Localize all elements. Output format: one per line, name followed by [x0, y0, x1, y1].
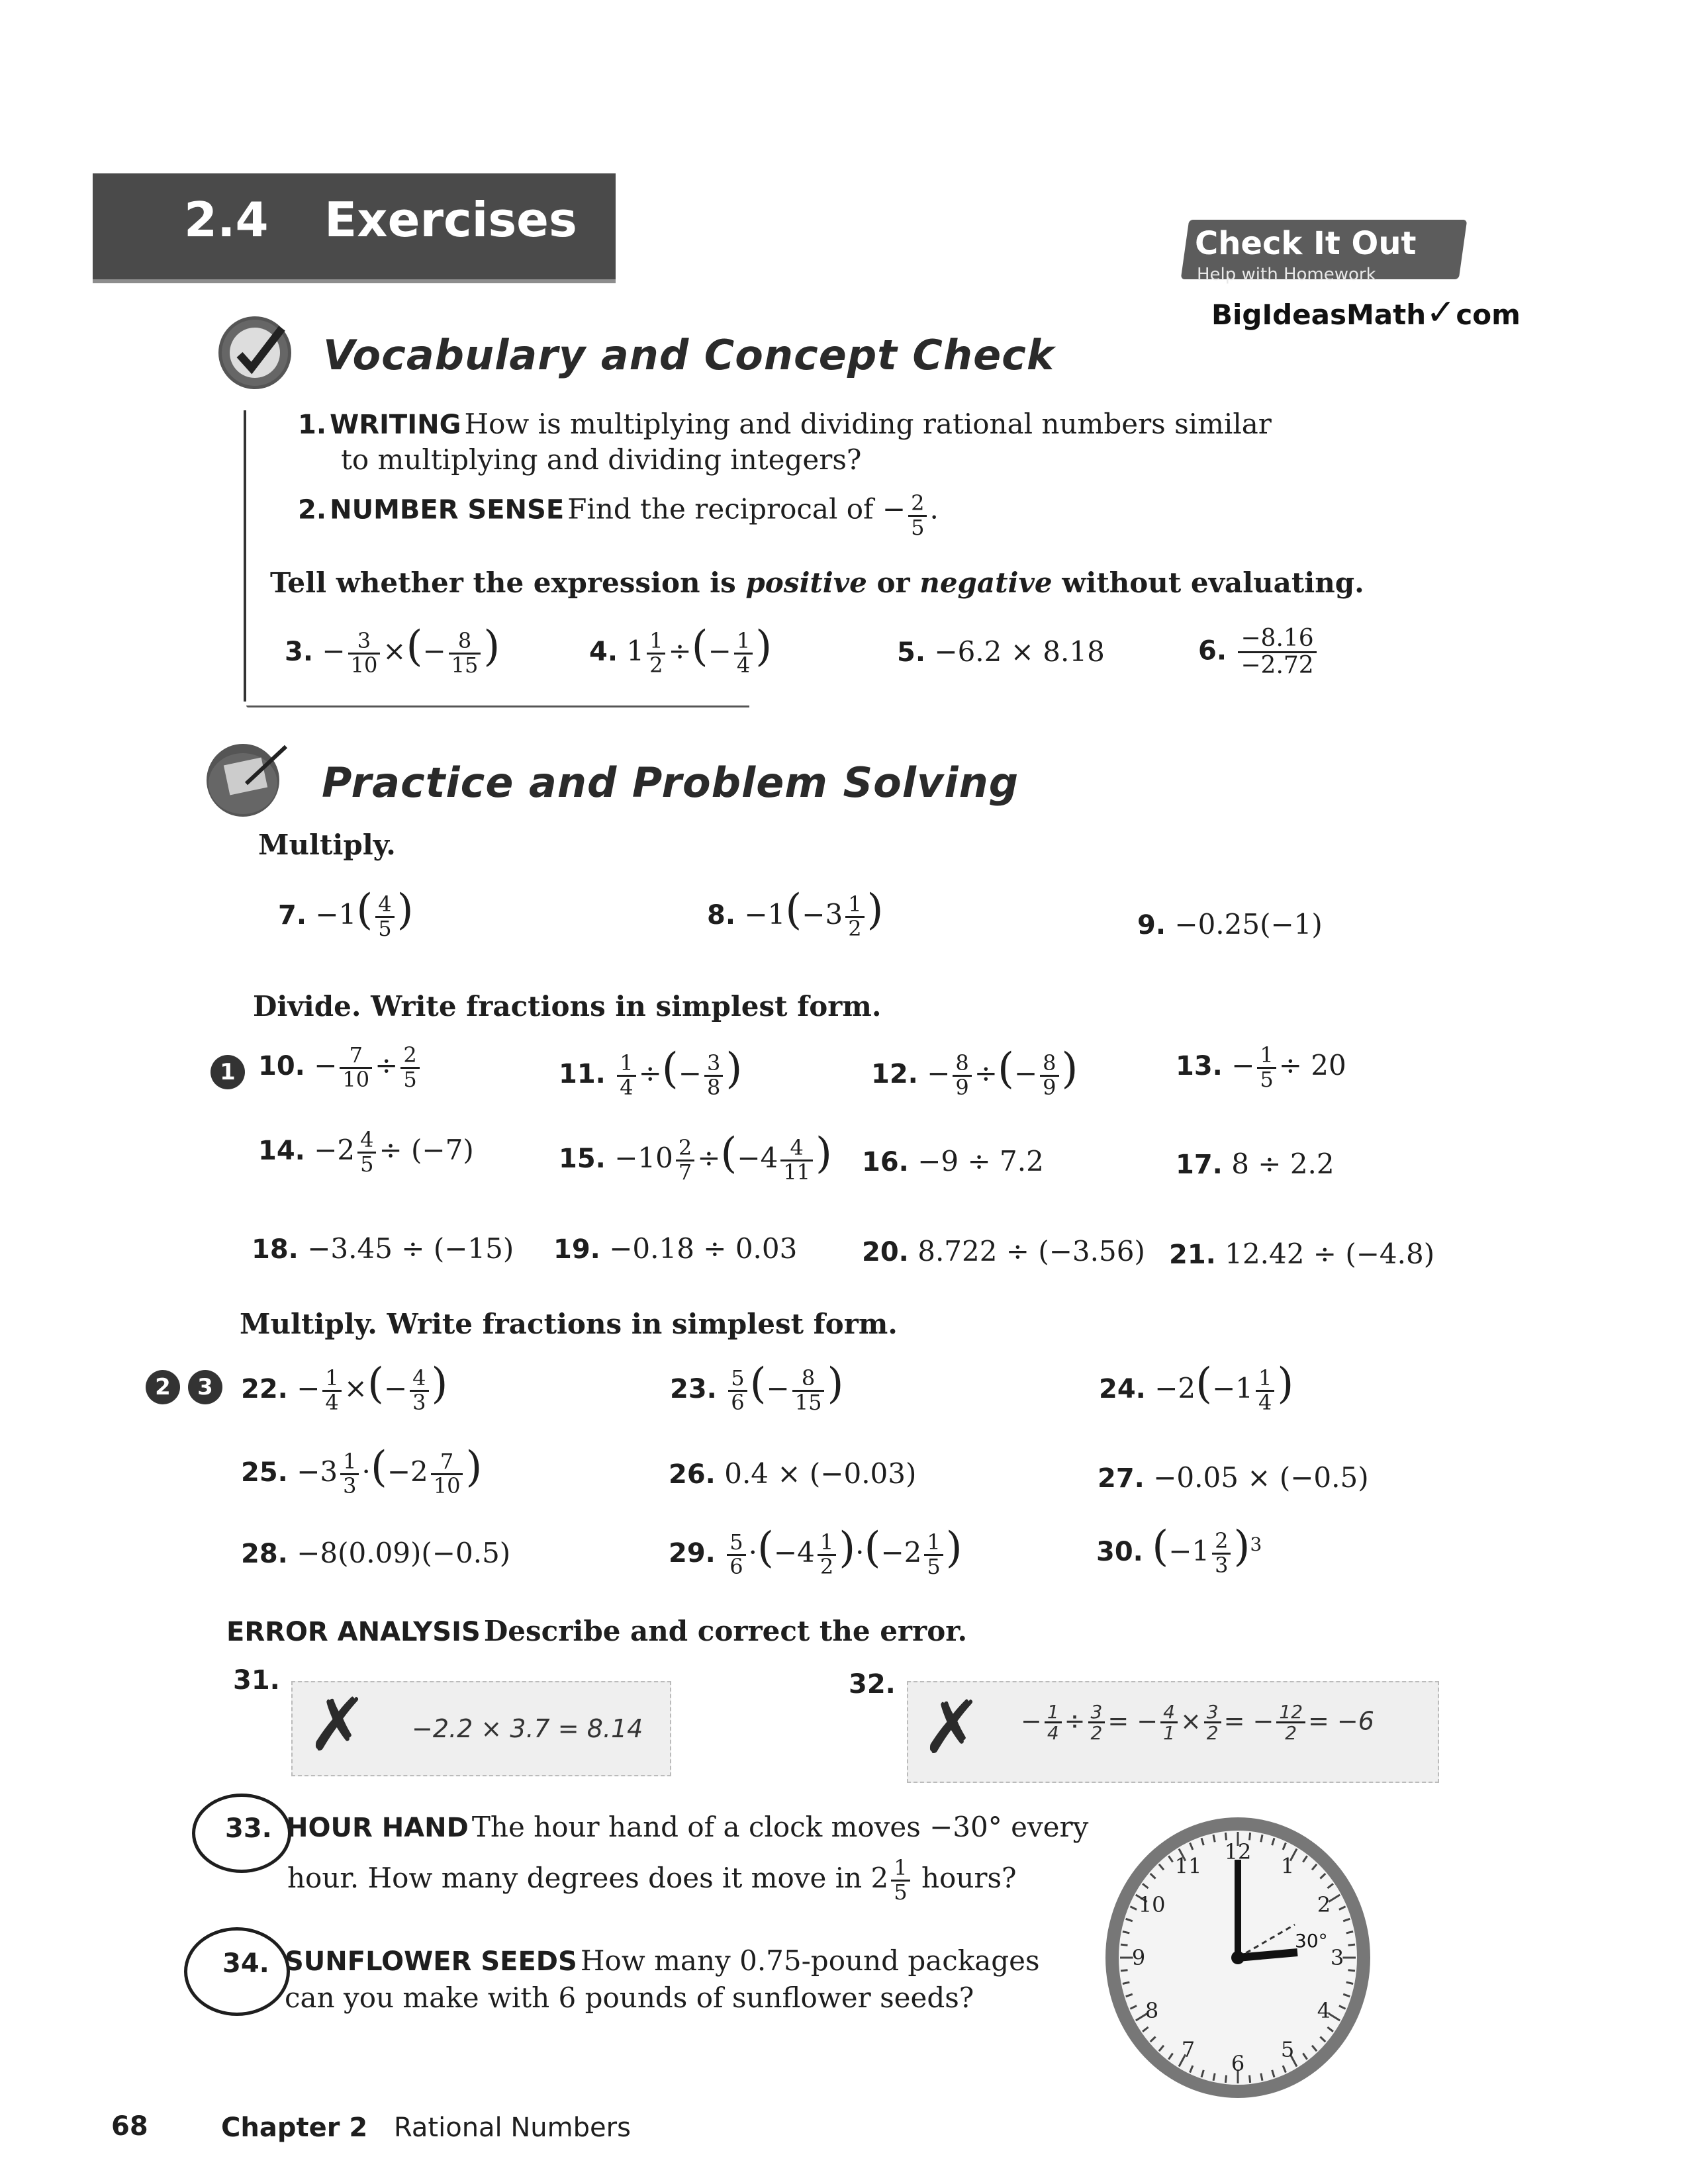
clock-number: 4 — [1317, 1998, 1331, 2023]
clock-number: 8 — [1145, 1998, 1159, 2023]
vocab-title: Vocabulary and Concept Check — [323, 331, 1055, 379]
clock-tick — [1121, 1944, 1128, 1945]
question-28: 28. −8(0.09)(−0.5) — [241, 1537, 511, 1569]
question-label: NUMBER SENSE — [330, 494, 565, 525]
question-12: 12. − $\frac{8}{9}$ ÷(− $\frac{8}{9}$ ) — [871, 1044, 1078, 1100]
question-16: 16. −9 ÷ 7.2 — [862, 1145, 1044, 1177]
question-9: 9. −0.25(−1) — [1137, 908, 1323, 940]
error-box-32 — [907, 1681, 1439, 1783]
website-name: BigIdeasMath — [1211, 298, 1427, 331]
question-label: WRITING — [330, 410, 461, 440]
angle-label: 30° — [1295, 1930, 1328, 1952]
question-19: 19. −0.18 ÷ 0.03 — [553, 1232, 798, 1265]
question-14: 14. −2 $\frac{4}{5}$ ÷ (−7) — [258, 1127, 474, 1177]
question-number: 2. — [298, 494, 327, 525]
question-34: 34. — [222, 1948, 269, 1979]
question-30: 30. (−1 $\frac{2}{3}$ )$^3$ — [1096, 1522, 1262, 1578]
check-it-out-text: Check It Out — [1195, 225, 1417, 262]
website-link[interactable] — [1211, 291, 1521, 333]
checkmark-icon: ✓ — [1426, 291, 1456, 333]
question-22: 22. − $\frac{1}{4}$ ×(− $\frac{4}{3}$ ) — [241, 1359, 448, 1415]
clock-tick — [1348, 1970, 1356, 1971]
checkmark-icon — [218, 316, 291, 389]
question-29: 29. $\frac{5}{6}$ ·(−4 $\frac{1}{2}$ )·(−2 $\frac{1}{5}$ ) — [669, 1524, 962, 1579]
question-text: How is multiplying and dividing rational numbers similar — [464, 408, 1272, 440]
question-32: 32. — [849, 1669, 896, 1700]
example-badge[interactable]: 2 — [146, 1370, 180, 1404]
question-26: 26. 0.4 × (−0.03) — [669, 1457, 917, 1490]
clock-number: 11 — [1174, 1853, 1202, 1879]
question-3: 3. − $\frac{3}{10}$ ×(− $\frac{8}{15}$ ) — [285, 622, 500, 678]
help-with-homework-text: Help with Homework — [1197, 265, 1376, 285]
clock-number: 6 — [1231, 2051, 1245, 2076]
clock-number: 2 — [1317, 1892, 1331, 1917]
question-33: 33. — [225, 1813, 272, 1844]
question-25: 25. −3 $\frac{1}{3}$ ·(−2 $\frac{7}{10}$ ) — [241, 1443, 483, 1498]
practice-title: Practice and Problem Solving — [322, 758, 1019, 807]
clock-number: 12 — [1224, 1839, 1252, 1864]
question-7: 7. −1( $\frac{4}{5}$ ) — [278, 886, 414, 941]
question-21: 21. 12.42 ÷ (−4.8) — [1169, 1238, 1435, 1270]
question-34-text: can you make with 6 pounds of sunflower seeds? — [285, 1981, 974, 2014]
multiply-simplest-heading: Multiply. Write fractions in simplest form. — [240, 1308, 898, 1340]
error-analysis-heading: ERROR ANALYSIS Describe and correct the error. — [226, 1615, 968, 1647]
section-title: Exercises — [324, 192, 577, 248]
question-4: 4. 1 $\frac{1}{2}$ ÷(− $\frac{1}{4}$ ) — [589, 622, 773, 678]
question-34-text: SUNFLOWER SEEDS How many 0.75-pound packages — [285, 1944, 1040, 1977]
clock-number: 10 — [1138, 1892, 1166, 1917]
question-8: 8. −1(−3 $\frac{1}{2}$ ) — [707, 886, 884, 941]
question-24: 24. −2(−1 $\frac{1}{4}$ ) — [1099, 1359, 1294, 1415]
page-number: 68 — [111, 2111, 148, 2142]
question-13: 13. − $\frac{1}{5}$ ÷ 20 — [1176, 1042, 1346, 1092]
student-work: −2.2 × 3.7 = 8.14 — [412, 1714, 643, 1743]
section-divider — [244, 410, 246, 702]
clock-number: 1 — [1280, 1853, 1295, 1879]
clock-tick — [1121, 1970, 1128, 1971]
fraction: $\frac{2}{5}$ — [908, 492, 927, 539]
question-2: 2. NUMBER SENSE Find the reciprocal of − $\frac{2}{5}$ . — [298, 490, 939, 540]
question-1 — [298, 408, 1272, 440]
chapter-title: Rational Numbers — [394, 2113, 631, 2143]
clock-center — [1231, 1951, 1244, 1964]
question-33-text: HOUR HAND The hour hand of a clock moves −30° every — [286, 1811, 1089, 1843]
question-18: 18. −3.45 ÷ (−15) — [252, 1232, 514, 1265]
question-text: Find the reciprocal of − — [567, 492, 906, 525]
section-banner — [93, 173, 616, 279]
question-number: 1. — [298, 410, 327, 440]
question-23: 23. $\frac{5}{6}$ (− $\frac{8}{15}$ ) — [670, 1359, 844, 1415]
question-5: 5. −6.2 × 8.18 — [897, 635, 1105, 668]
clock-number: 7 — [1181, 2036, 1196, 2062]
example-badge[interactable]: 1 — [211, 1055, 245, 1089]
multiply-heading: Multiply. — [258, 829, 396, 861]
question-15: 15. −10 $\frac{2}{7}$ ÷(−4 $\frac{4}{11}$ ) — [559, 1129, 832, 1185]
x-mark-icon: ✗ — [307, 1682, 369, 1767]
clock-tick — [1225, 2075, 1226, 2083]
question-27: 27. −0.05 × (−0.5) — [1098, 1461, 1369, 1494]
section-number: 2.4 — [184, 192, 269, 248]
example-badge[interactable]: 3 — [188, 1370, 222, 1404]
question-11: 11. $\frac{1}{4}$ ÷(− $\frac{3}{8}$ ) — [559, 1044, 743, 1100]
question-31: 31. — [233, 1665, 280, 1696]
x-mark-icon: ✗ — [921, 1685, 983, 1770]
question-20: 20. 8.722 ÷ (−3.56) — [862, 1235, 1145, 1267]
question-6: 6. $\frac{-8.16}{-2.72}$ — [1198, 626, 1319, 678]
clock-illustration — [1099, 1813, 1377, 2105]
clock-number: 9 — [1131, 1945, 1146, 1970]
notebook-icon — [207, 744, 279, 817]
chapter-label: Chapter 2 — [221, 2113, 368, 2143]
divide-heading: Divide. Write fractions in simplest form. — [253, 990, 882, 1023]
question-33-text: hour. How many degrees does it move in 2 $\frac{1}{5}$ hours? — [287, 1855, 1017, 1905]
clock-number: 3 — [1330, 1945, 1344, 1970]
clock-number: 5 — [1280, 2036, 1295, 2062]
instruction: Tell whether the expression is positive or negative without evaluating. — [270, 567, 1364, 599]
question-17: 17. 8 ÷ 2.2 — [1176, 1148, 1335, 1180]
student-work: − $\frac{1}{4}$ ÷ $\frac{3}{2}$ = − $\frac{4}{1}$ × $\frac{3}{2}$ = − $\frac{12}{2}$ = −6 — [1021, 1701, 1374, 1745]
question-10: 10. − $\frac{7}{10}$ ÷ $\frac{2}{5}$ — [258, 1044, 422, 1091]
clock-tick — [1348, 1944, 1356, 1945]
error-box-31 — [291, 1681, 671, 1776]
section-divider — [246, 705, 749, 707]
question-text: to multiplying and dividing integers? — [341, 443, 862, 476]
website-suffix: com — [1456, 298, 1521, 331]
